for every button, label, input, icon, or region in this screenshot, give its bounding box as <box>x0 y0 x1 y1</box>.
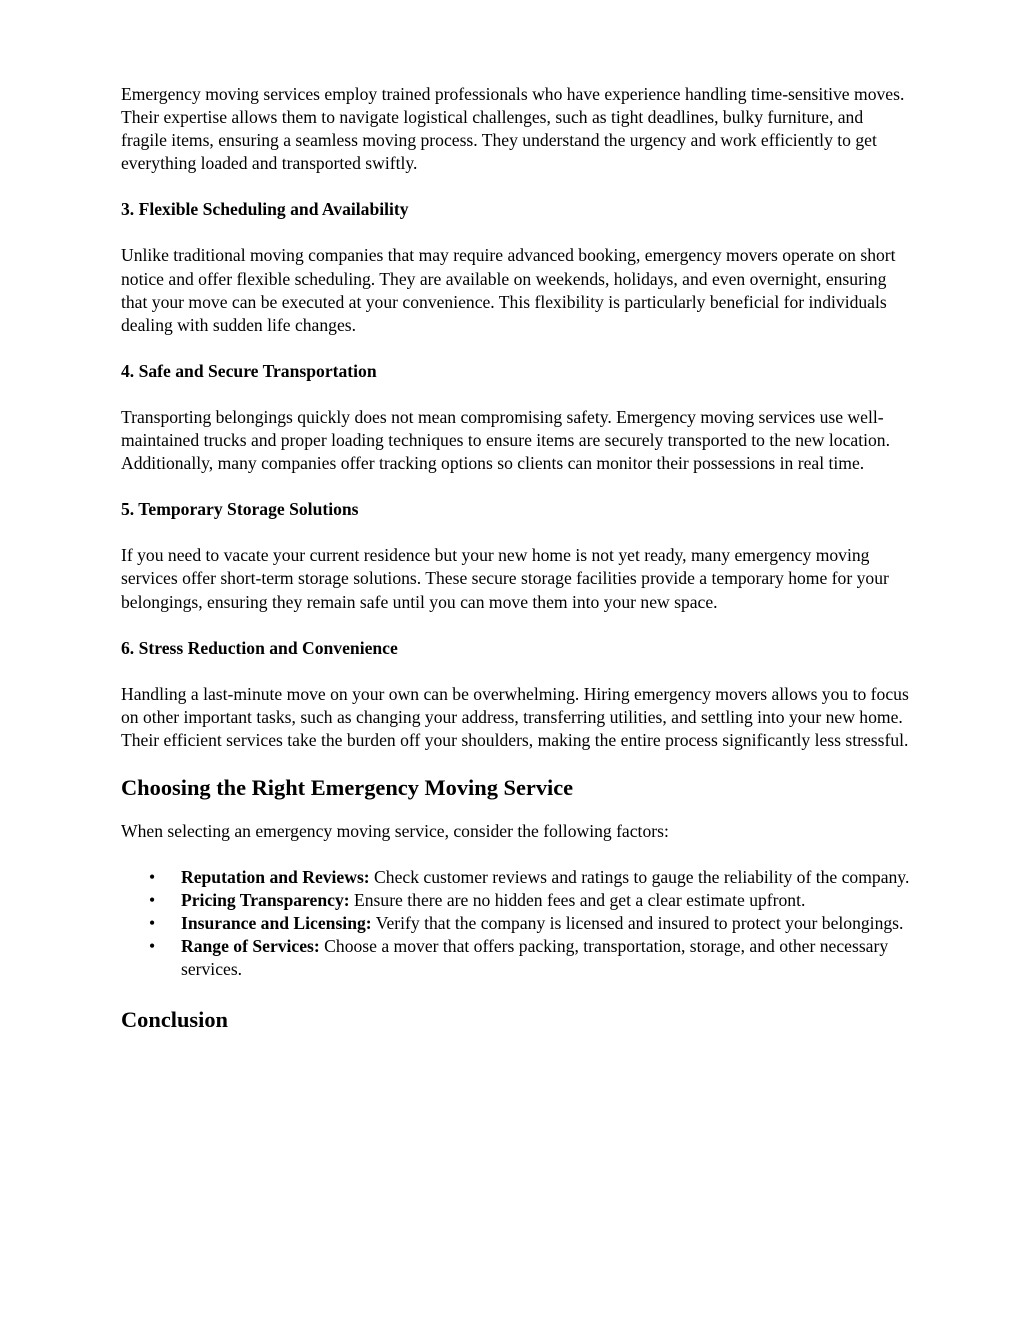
factor-text: Verify that the company is licensed and insured to protect your belongings. <box>371 913 904 934</box>
list-item <box>181 912 911 935</box>
choosing-intro: When selecting an emergency moving service, consider the following factors: <box>121 820 669 841</box>
list-item <box>181 935 911 981</box>
list-item <box>181 866 911 889</box>
factor-label: Insurance and Licensing: <box>181 913 372 934</box>
factor-label: Pricing Transparency: <box>181 890 350 911</box>
section-body-stress-reduction: Handling a last-minute move on your own can be overwhelming. Hiring emergency movers allows you to focus on other important tasks, such as changing your address, transferring utilities, and settling into your new home. Their efficient services take the burden off your shoulders, making the entire process significantly less stressful. <box>121 683 909 750</box>
factors-list <box>121 866 911 981</box>
factor-text: Choose a mover that offers packing, transportation, storage, and other necessary services. <box>181 936 889 980</box>
section-heading-safe-transportation: 4. Safe and Secure Transportation <box>121 360 377 381</box>
choosing-heading: Choosing the Right Emergency Moving Service <box>121 774 574 800</box>
factor-text: Check customer reviews and ratings to gauge the reliability of the company. <box>369 867 910 888</box>
section-heading-flexible-scheduling: 3. Flexible Scheduling and Availability <box>121 199 409 220</box>
list-item <box>181 889 911 912</box>
section-body-safe-transportation: Transporting belongings quickly does not mean compromising safety. Emergency moving services use well-maintained trucks and proper loading techniques to ensure items are securely transported to the new location. Additionally, many companies offer tracking options so clients can monitor their possessions in real time. <box>121 406 890 474</box>
factor-label: Reputation and Reviews: <box>181 867 370 888</box>
section-heading-temporary-storage: 5. Temporary Storage Solutions <box>121 499 359 520</box>
factor-text: Ensure there are no hidden fees and get a clear estimate upfront. <box>349 890 806 911</box>
section-body-flexible-scheduling: Unlike traditional moving companies that may require advanced booking, emergency movers operate on short notice and offer flexible scheduling. They are available on weekends, holidays, and even overnight, ensuring that your move can be executed at your convenience. This flexibility is particularly beneficial for individuals dealing with sudden life changes. <box>121 245 896 335</box>
conclusion-heading: Conclusion <box>121 1006 229 1032</box>
factor-label: Range of Services: <box>181 936 320 957</box>
section-heading-stress-reduction: 6. Stress Reduction and Convenience <box>121 637 398 658</box>
intro-paragraph: Emergency moving services employ trained professionals who have experience handling time-sensitive moves. Their expertise allows them to navigate logistical challenges, such as tight deadlines, bulky furniture, and fragile items, ensuring a seamless moving process. They understand the urgency and work efficiently to get everything loaded and transported swiftly. <box>121 84 905 174</box>
section-body-temporary-storage: If you need to vacate your current residence but your new home is not yet ready, many emergency moving services offer short-term storage solutions. These secure storage facilities provide a temporary home for your belongings, ensuring they remain safe until you can move them into your new space. <box>121 545 889 612</box>
document-page <box>121 83 911 1034</box>
